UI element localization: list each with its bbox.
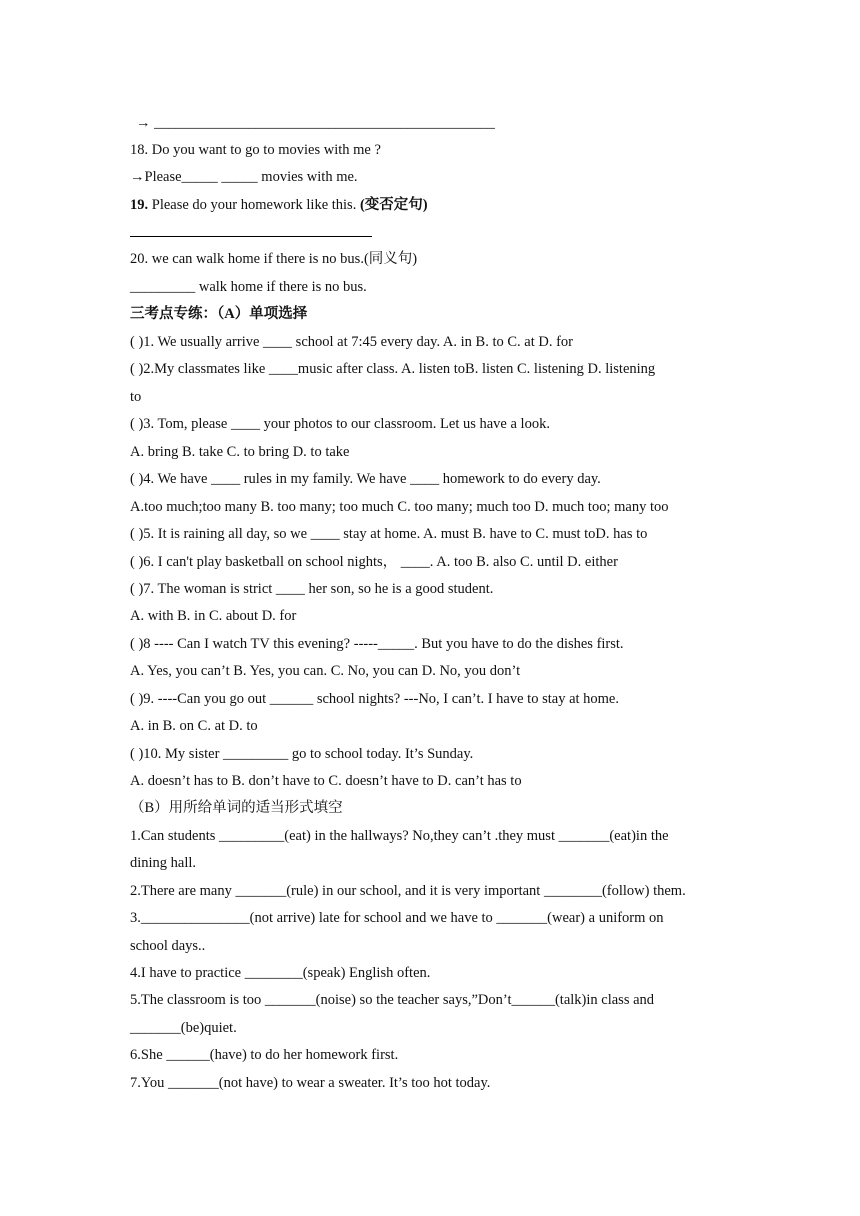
- fill-question-4: 4.I have to practice ________(speak) English often.: [130, 965, 431, 981]
- question-19-instruction: (变否定句): [359, 197, 428, 213]
- question-20: 20. we can walk home if there is no bus.(同义句): [130, 251, 418, 267]
- mc-question-3-options: A. bring B. take C. to bring D. to take: [130, 444, 350, 460]
- mc-question-8: ( )8 ---- Can I watch TV this evening? -----_____. But you have to do the dishes first.: [130, 636, 624, 652]
- mc-question-4-options: A.too much;too many B. too many; too much C. too many; much too D. much too; many too: [130, 499, 669, 515]
- mc-question-2: ( )2.My classmates like ____music after class. A. listen toB. listen C. listening D. listening: [130, 361, 656, 377]
- fill-question-5: 5.The classroom is too _______(noise) so the teacher says,”Don’t______(talk)in class and: [130, 992, 655, 1008]
- fill-question-7: 7.You _______(not have) to wear a sweater. It’s too hot today.: [130, 1075, 491, 1091]
- fill-question-6: 6.She ______(have) to do her homework first.: [130, 1047, 399, 1063]
- mc-question-10-options: A. doesn’t has to B. don’t have to C. doesn’t have to D. can’t has to: [130, 773, 522, 789]
- mc-question-9: ( )9. ----Can you go out ______ school nights? ---No, I can’t. I have to stay at home.: [130, 691, 619, 707]
- section-a-heading: 三考点专练：（A）单项选择: [130, 306, 308, 322]
- question-18: 18. Do you want to go to movies with me ?: [130, 142, 381, 158]
- mc-question-3: ( )3. Tom, please ____ your photos to our classroom. Let us have a look.: [130, 416, 550, 432]
- mc-question-9-options: A. in B. on C. at D. to: [130, 718, 258, 734]
- fill-question-1: 1.Can students _________(eat) in the hallways? No,they can’t .they must _______(eat)in the: [130, 828, 669, 844]
- mc-question-1: ( )1. We usually arrive ____ school at 7:45 every day. A. in B. to C. at D. for: [130, 334, 574, 350]
- mc-question-4: ( )4. We have ____ rules in my family. We have ____ homework to do every day.: [130, 471, 601, 487]
- mc-question-2-continued: to: [130, 389, 142, 405]
- fill-question-2: 2.There are many _______(rule) in our school, and it is very important ________(follow) them.: [130, 883, 686, 899]
- section-b-heading: （B）用所给单词的适当形式填空: [130, 800, 343, 816]
- mc-question-8-options: A. Yes, you can’t B. Yes, you can. C. No, you can D. No, you don’t: [130, 663, 521, 679]
- mc-question-6: ( )6. I can't play basketball on school nights， ____. A. too B. also C. until D. either: [130, 554, 618, 570]
- answer-line-18: →Please_____ _____ movies with me.: [130, 169, 358, 185]
- answer-rule-19: [130, 236, 372, 237]
- answer-line-20: _________ walk home if there is no bus.: [130, 279, 367, 295]
- mc-question-5: ( )5. It is raining all day, so we ____ stay at home. A. must B. have to C. must toD. has to: [130, 526, 648, 542]
- mc-question-7-options: A. with B. in C. about D. for: [130, 608, 297, 624]
- mc-question-7: ( )7. The woman is strict ____ her son, so he is a good student.: [130, 581, 494, 597]
- fill-question-5-continued: _______(be)quiet.: [130, 1020, 237, 1036]
- mc-question-10: ( )10. My sister _________ go to school today. It’s Sunday.: [130, 746, 474, 762]
- answer-line-17: → _______________________________________________: [136, 115, 495, 131]
- question-19-text: Please do your homework like this.: [148, 197, 360, 213]
- question-19-number: 19.: [130, 197, 149, 213]
- fill-question-3-continued: school days..: [130, 938, 206, 954]
- fill-question-3: 3._______________(not arrive) late for school and we have to _______(wear) a uniform on: [130, 910, 664, 926]
- fill-question-1-continued: dining hall.: [130, 855, 197, 871]
- question-19: [130, 196, 730, 214]
